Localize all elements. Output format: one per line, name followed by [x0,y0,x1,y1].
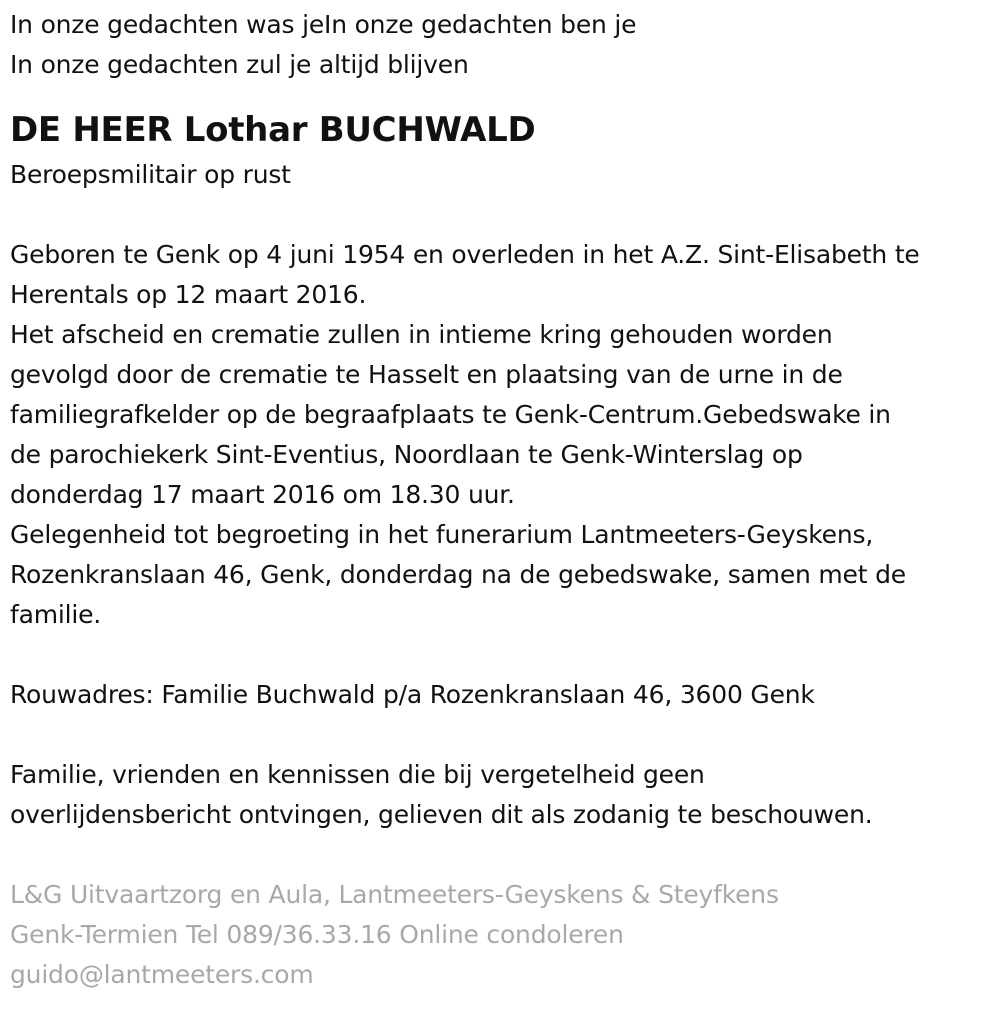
mourning-address: Rouwadres: Familie Buchwald p/a Rozenkranslaan 46, 3600 Genk [10,680,815,709]
motto-line-1: In onze gedachten was jeIn onze gedachten ben je [10,10,637,39]
body-line: Rozenkranslaan 46, Genk, donderdag na de gebedswake, samen met de [10,560,906,589]
spacer [10,835,990,875]
body-line: de parochiekerk Sint-Eventius, Noordlaan te Genk-Winterslag op [10,440,803,469]
notice-line-2: overlijdensbericht ontvingen, gelieven dit als zodanig te beschouwen. [10,800,873,829]
footer-line-1: L&G Uitvaartzorg en Aula, Lantmeeters-Geyskens & Steyfkens [10,880,779,909]
body-line: Herentals op 12 maart 2016. [10,280,367,309]
motto-line-2: In onze gedachten zul je altijd blijven [10,50,469,79]
spacer [10,715,990,755]
motto [10,0,990,85]
body-line: familie. [10,600,102,629]
deceased-name: DE HEER Lothar BUCHWALD [10,110,536,150]
body-line: gevolgd door de crematie te Hasselt en plaatsing van de urne in de [10,360,843,389]
funeral-home-footer [10,875,990,995]
body-line: Het afscheid en crematie zullen in intieme kring gehouden worden [10,320,833,349]
spacer [10,635,990,675]
body-line: Geboren te Genk op 4 juni 1954 en overleden in het A.Z. Sint-Elisabeth te [10,240,920,269]
footer-email[interactable]: guido@lantmeeters.com [10,960,314,989]
notice [10,755,990,835]
footer-line-2: Genk-Termien Tel 089/36.33.16 Online condoleren [10,920,624,949]
spacer [10,195,990,235]
obituary-body [10,235,990,635]
body-line: familiegrafkelder op de begraafplaats te Genk-Centrum.Gebedswake in [10,400,891,429]
body-line: donderdag 17 maart 2016 om 18.30 uur. [10,480,515,509]
deceased-occupation: Beroepsmilitair op rust [10,160,291,189]
notice-line-1: Familie, vrienden en kennissen die bij vergetelheid geen [10,760,705,789]
body-line: Gelegenheid tot begroeting in het funerarium Lantmeeters-Geyskens, [10,520,874,549]
